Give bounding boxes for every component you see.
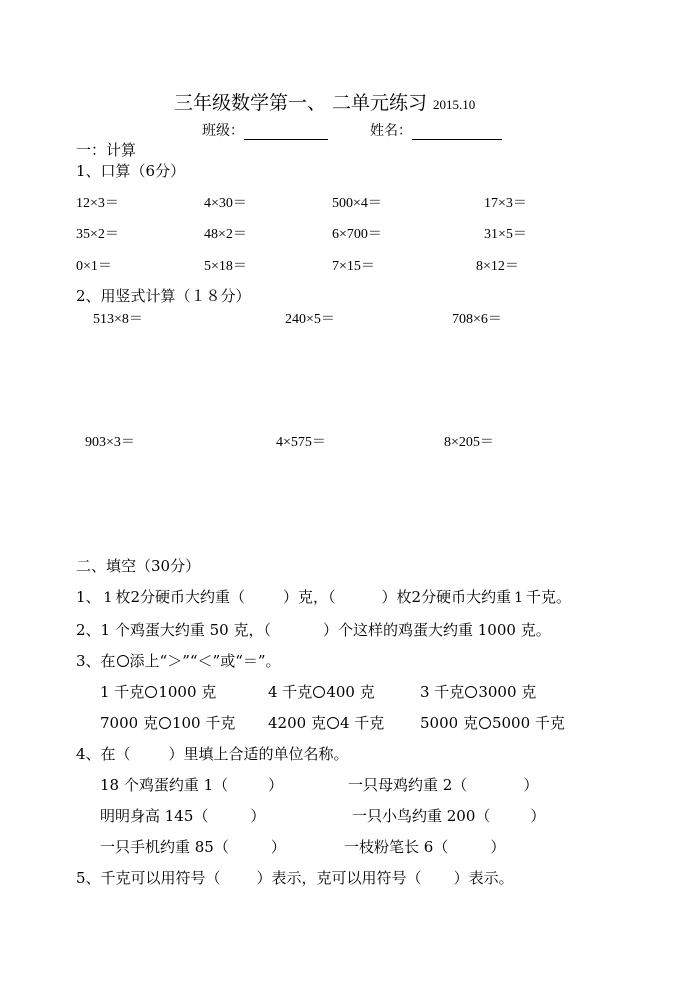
- section-2-heading: 二、填空（30分）: [76, 557, 201, 575]
- fill-question-3: [76, 650, 281, 671]
- unit-close: ）: [270, 838, 286, 856]
- compare-left: 4 千克: [268, 683, 313, 701]
- compare-item: [100, 712, 235, 733]
- unit-item: [100, 774, 283, 795]
- fill-question-1: [76, 586, 571, 607]
- q5-text-c: ）表示。: [453, 869, 514, 887]
- compare-circle-icon[interactable]: [313, 686, 325, 698]
- compare-right: 5000 千克: [491, 714, 565, 732]
- q1-text-d: 千克。: [526, 588, 572, 606]
- q1-text-b: ）克，（: [283, 588, 336, 606]
- unit-text: 一只手机约重 85（: [100, 838, 229, 856]
- unit-item: [348, 774, 538, 795]
- question-2-label: 2、用竖式计算（１８分）: [76, 287, 251, 305]
- q1-number: 1、: [76, 588, 101, 606]
- compare-left: 3 千克: [420, 683, 465, 701]
- oral-calc-item: 17×3＝: [484, 196, 527, 211]
- name-label: 姓名：: [370, 123, 412, 139]
- oral-calc-item: 500×4＝: [332, 196, 382, 211]
- unit-close: ）: [490, 838, 506, 856]
- compare-right: 4 千克: [339, 714, 385, 732]
- unit-item: [100, 805, 265, 826]
- q5-text-a: 5、千克可以用符号（: [76, 869, 221, 887]
- circle-icon: [117, 655, 129, 667]
- compare-left: 4200 克: [268, 714, 326, 732]
- unit-text: 一只小鸟约重 200（: [352, 807, 491, 825]
- class-blank[interactable]: [244, 123, 328, 140]
- q4-text-a: 4、在（: [76, 745, 131, 763]
- compare-item: [420, 712, 565, 733]
- compare-item: [268, 712, 384, 733]
- unit-close: ）: [523, 776, 539, 794]
- q3-text-a: 3、在: [76, 652, 116, 670]
- fill-question-2: [76, 619, 551, 640]
- unit-text: 明明身高 145（: [100, 807, 209, 825]
- vertical-calc-item: 8×205＝: [444, 435, 494, 450]
- q2-text-b: ）个这样的鸡蛋大约重 1000 克。: [322, 621, 551, 639]
- unit-item: [352, 805, 545, 826]
- compare-circle-icon[interactable]: [465, 686, 477, 698]
- compare-circle-icon[interactable]: [327, 717, 339, 729]
- unit-close: ）: [268, 776, 284, 794]
- compare-item: [100, 681, 216, 702]
- compare-right: 100 千克: [171, 714, 236, 732]
- vertical-calc-item: 903×3＝: [85, 435, 135, 450]
- fill-question-5: [76, 867, 514, 888]
- q4-text-b: ）里填上合适的单位名称。: [168, 745, 349, 763]
- title-date: 2015.10: [433, 97, 476, 112]
- question-1-label: 1、口算（6分）: [76, 162, 186, 180]
- vertical-calc-item: 4×575＝: [276, 435, 326, 450]
- compare-left: 1 千克: [100, 683, 145, 701]
- compare-right: 400 克: [326, 683, 375, 701]
- unit-close: ）: [250, 807, 266, 825]
- fill-question-4: [76, 743, 349, 764]
- class-field: [202, 120, 328, 140]
- compare-item: [420, 681, 536, 702]
- q1-count: 1: [103, 590, 113, 606]
- vertical-calc-item: 513×8＝: [93, 312, 143, 327]
- compare-circle-icon[interactable]: [145, 686, 157, 698]
- unit-text: 18 个鸡蛋约重 1（: [100, 776, 229, 794]
- class-label: 班级：: [202, 123, 244, 139]
- oral-calc-item: 6×700＝: [332, 227, 382, 242]
- q3-text-b: 添上“＞”“＜”或“＝”。: [129, 652, 281, 670]
- compare-item: [268, 681, 375, 702]
- section-1-heading: 一：计算: [76, 141, 137, 159]
- unit-item: [100, 836, 286, 857]
- title-main: 三年级数学第一、 二单元练习: [174, 92, 428, 114]
- vertical-calc-item: 240×5＝: [285, 312, 335, 327]
- q1-text-c: ）枚2分硬币大约重: [381, 588, 512, 606]
- unit-item: [344, 836, 505, 857]
- unit-text: 一枝粉笔长 6（: [344, 838, 449, 856]
- name-field: [370, 120, 502, 140]
- oral-calc-item: 7×15＝: [332, 259, 375, 274]
- oral-calc-item: 0×1＝: [76, 259, 112, 274]
- q5-text-b: ）表示，克可以用符号（: [256, 869, 422, 887]
- oral-calc-item: 48×2＝: [204, 227, 247, 242]
- oral-calc-item: 35×2＝: [76, 227, 119, 242]
- oral-calc-item: 4×30＝: [204, 196, 247, 211]
- oral-calc-item: 5×18＝: [204, 259, 247, 274]
- compare-right: 1000 克: [158, 683, 217, 701]
- page-title: [174, 88, 475, 115]
- compare-circle-icon[interactable]: [479, 717, 491, 729]
- unit-text: 一只母鸡约重 2（: [348, 776, 468, 794]
- q1-text-a: 枚2分硬币大约重（: [115, 588, 246, 606]
- compare-circle-icon[interactable]: [159, 717, 171, 729]
- compare-left: 7000 克: [100, 714, 158, 732]
- vertical-calc-item: 708×6＝: [452, 312, 502, 327]
- oral-calc-item: 12×3＝: [76, 196, 119, 211]
- oral-calc-item: 31×5＝: [484, 227, 527, 242]
- q2-text-a: 2、1 个鸡蛋大约重 50 克，（: [76, 621, 271, 639]
- q1-kg-count: 1: [514, 590, 523, 606]
- oral-calc-item: 8×12＝: [476, 259, 519, 274]
- compare-right: 3000 克: [478, 683, 537, 701]
- compare-left: 5000 克: [420, 714, 478, 732]
- name-blank[interactable]: [412, 123, 502, 140]
- unit-close: ）: [530, 807, 546, 825]
